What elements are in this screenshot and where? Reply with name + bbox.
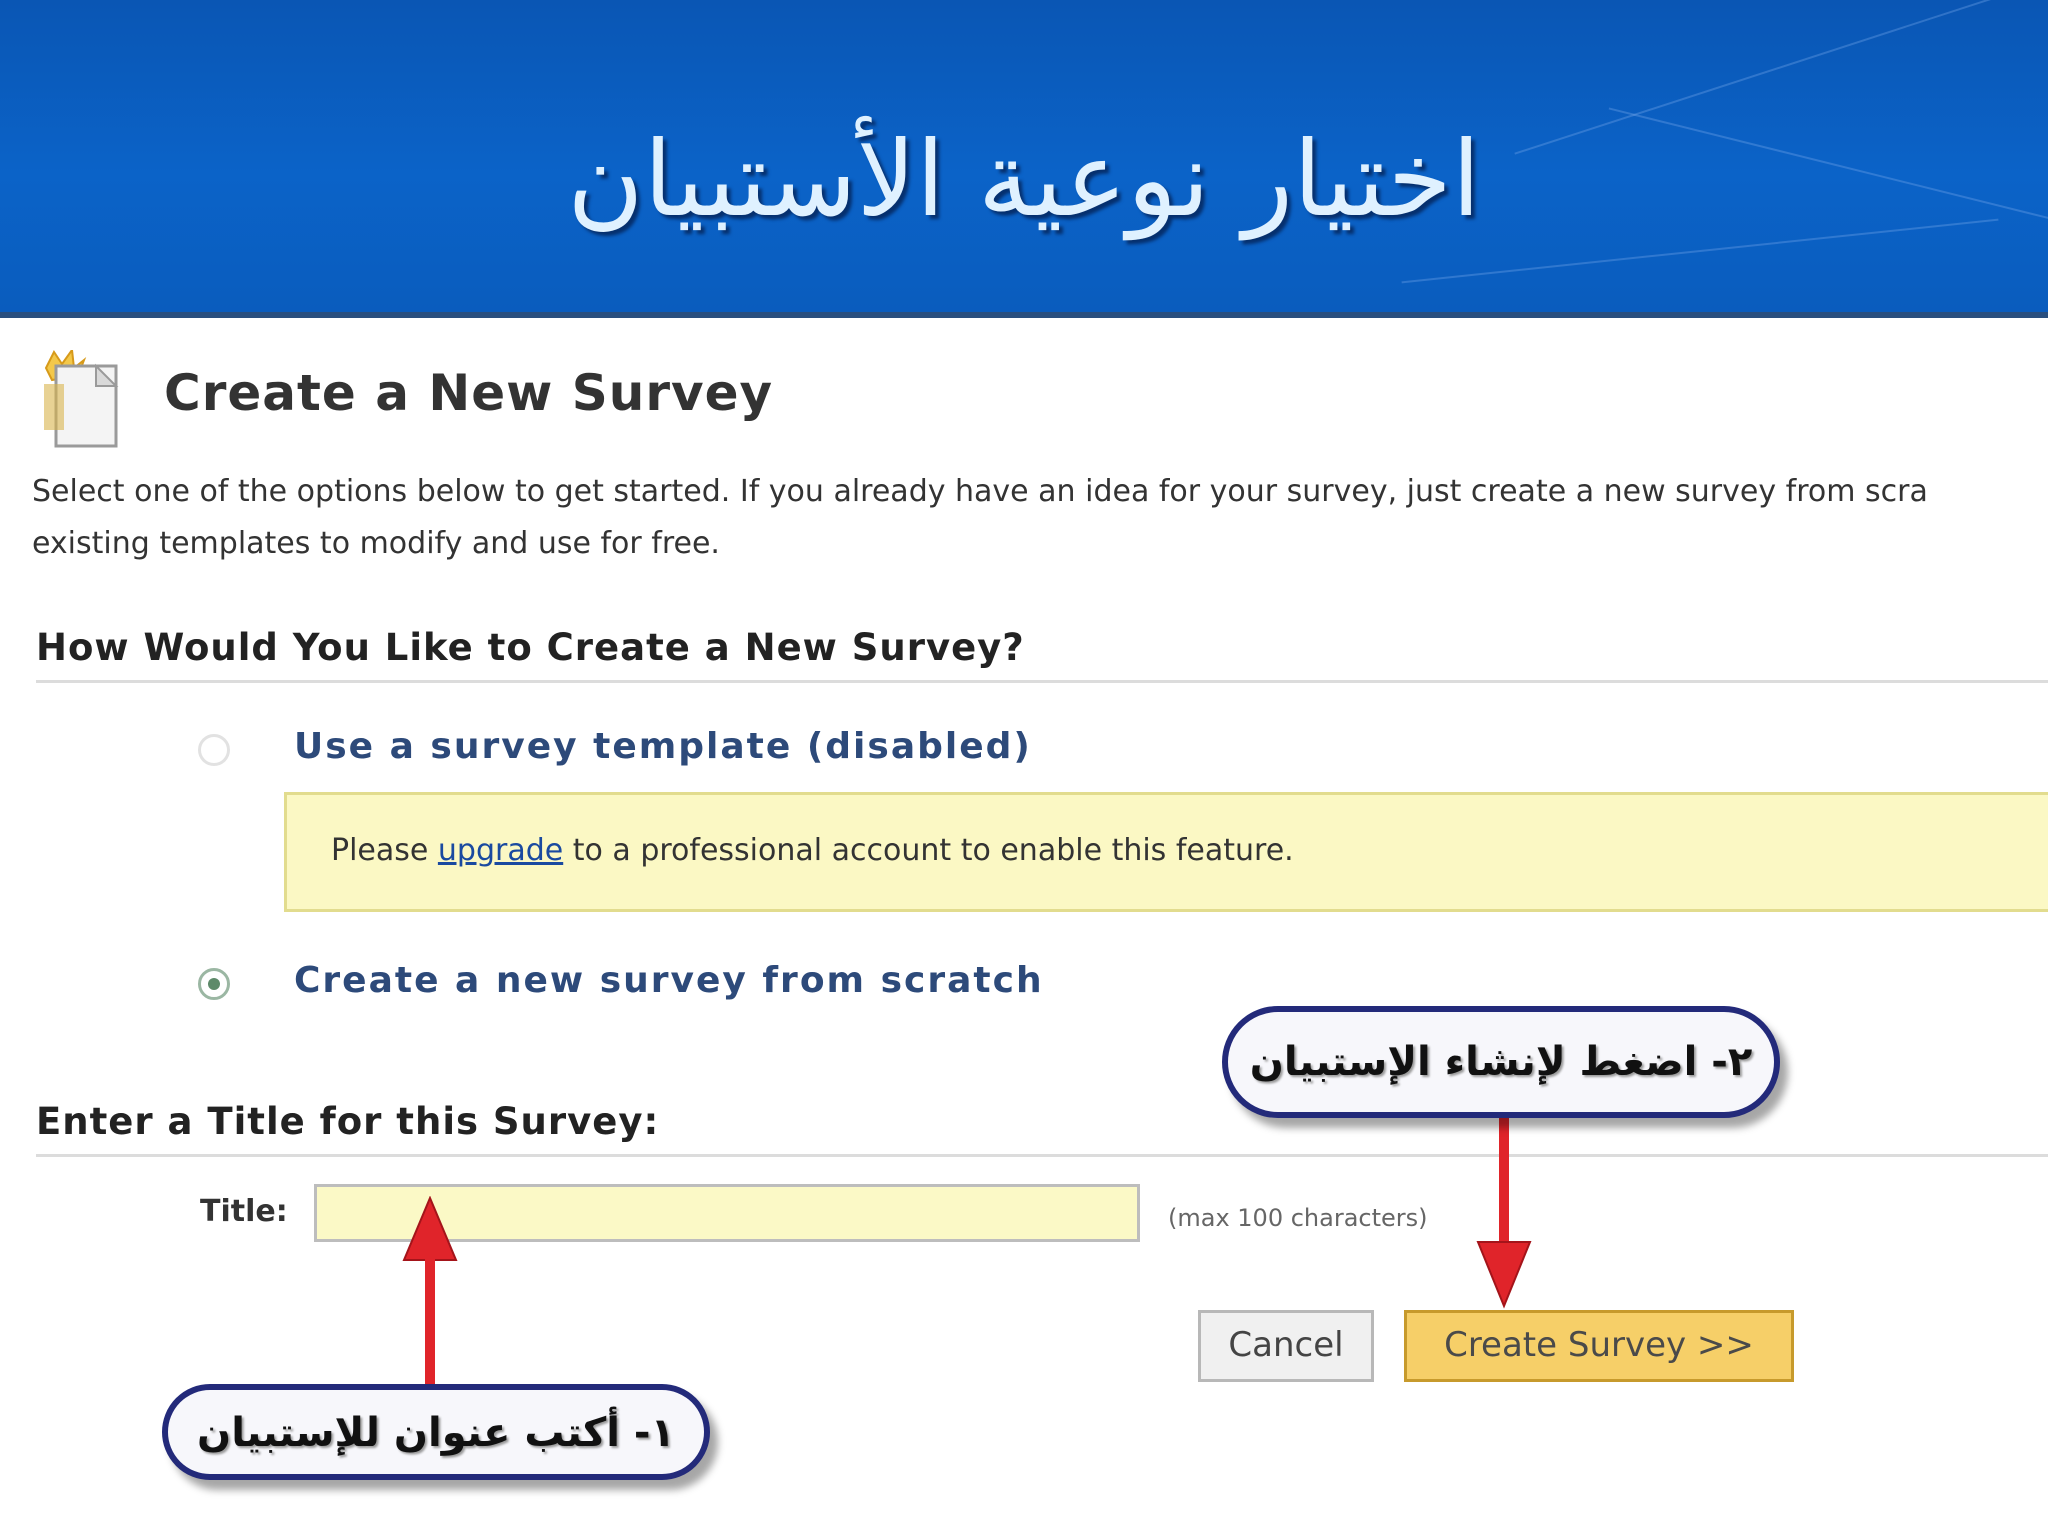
title-section-heading: Enter a Title for this Survey: xyxy=(36,1100,660,1143)
title-step-callout: ١- أكتب عنوان للإستبيان xyxy=(162,1384,710,1480)
upgrade-notice-text xyxy=(331,833,1294,868)
new-survey-icon xyxy=(32,350,124,450)
method-section-heading: How Would You Like to Create a New Survey? xyxy=(36,626,1025,669)
create-step-callout: ٢- اضغط لإنشاء الإستبيان xyxy=(1222,1006,1780,1118)
slide-title: اختيار نوعية الأستبيان xyxy=(567,118,1481,240)
scratch-option-radio[interactable] xyxy=(198,968,230,1000)
arrow-up-icon xyxy=(400,1196,460,1386)
section-divider xyxy=(36,680,2048,683)
max-characters-hint: (max 100 characters) xyxy=(1168,1204,1428,1232)
intro-text xyxy=(32,466,2042,570)
upgrade-notice xyxy=(284,792,2048,912)
upgrade-notice-prefix: Please xyxy=(331,833,438,868)
upgrade-link[interactable]: upgrade xyxy=(437,833,564,868)
slide-banner xyxy=(0,0,2048,318)
intro-line: existing templates to modify and use for free. xyxy=(32,526,720,561)
template-option-radio[interactable] xyxy=(198,734,230,766)
intro-line: Select one of the options below to get started. If you already have an idea for your survey, just create a new survey from scra xyxy=(32,474,1928,509)
template-option-label: Use a survey template (disabled) xyxy=(294,726,1032,767)
arrow-down-icon xyxy=(1474,1110,1534,1310)
scratch-option-label: Create a new survey from scratch xyxy=(294,960,1044,1001)
survey-panel xyxy=(0,324,2048,1536)
section-divider xyxy=(36,1154,2048,1157)
page-title: Create a New Survey xyxy=(164,364,774,422)
cancel-button[interactable]: Cancel xyxy=(1198,1310,1374,1382)
radio-selected-dot xyxy=(208,978,220,990)
create-survey-button[interactable]: Create Survey >> xyxy=(1404,1310,1794,1382)
upgrade-notice-suffix: to a professional account to enable this feature. xyxy=(563,833,1294,868)
title-field-label: Title: xyxy=(200,1194,288,1229)
